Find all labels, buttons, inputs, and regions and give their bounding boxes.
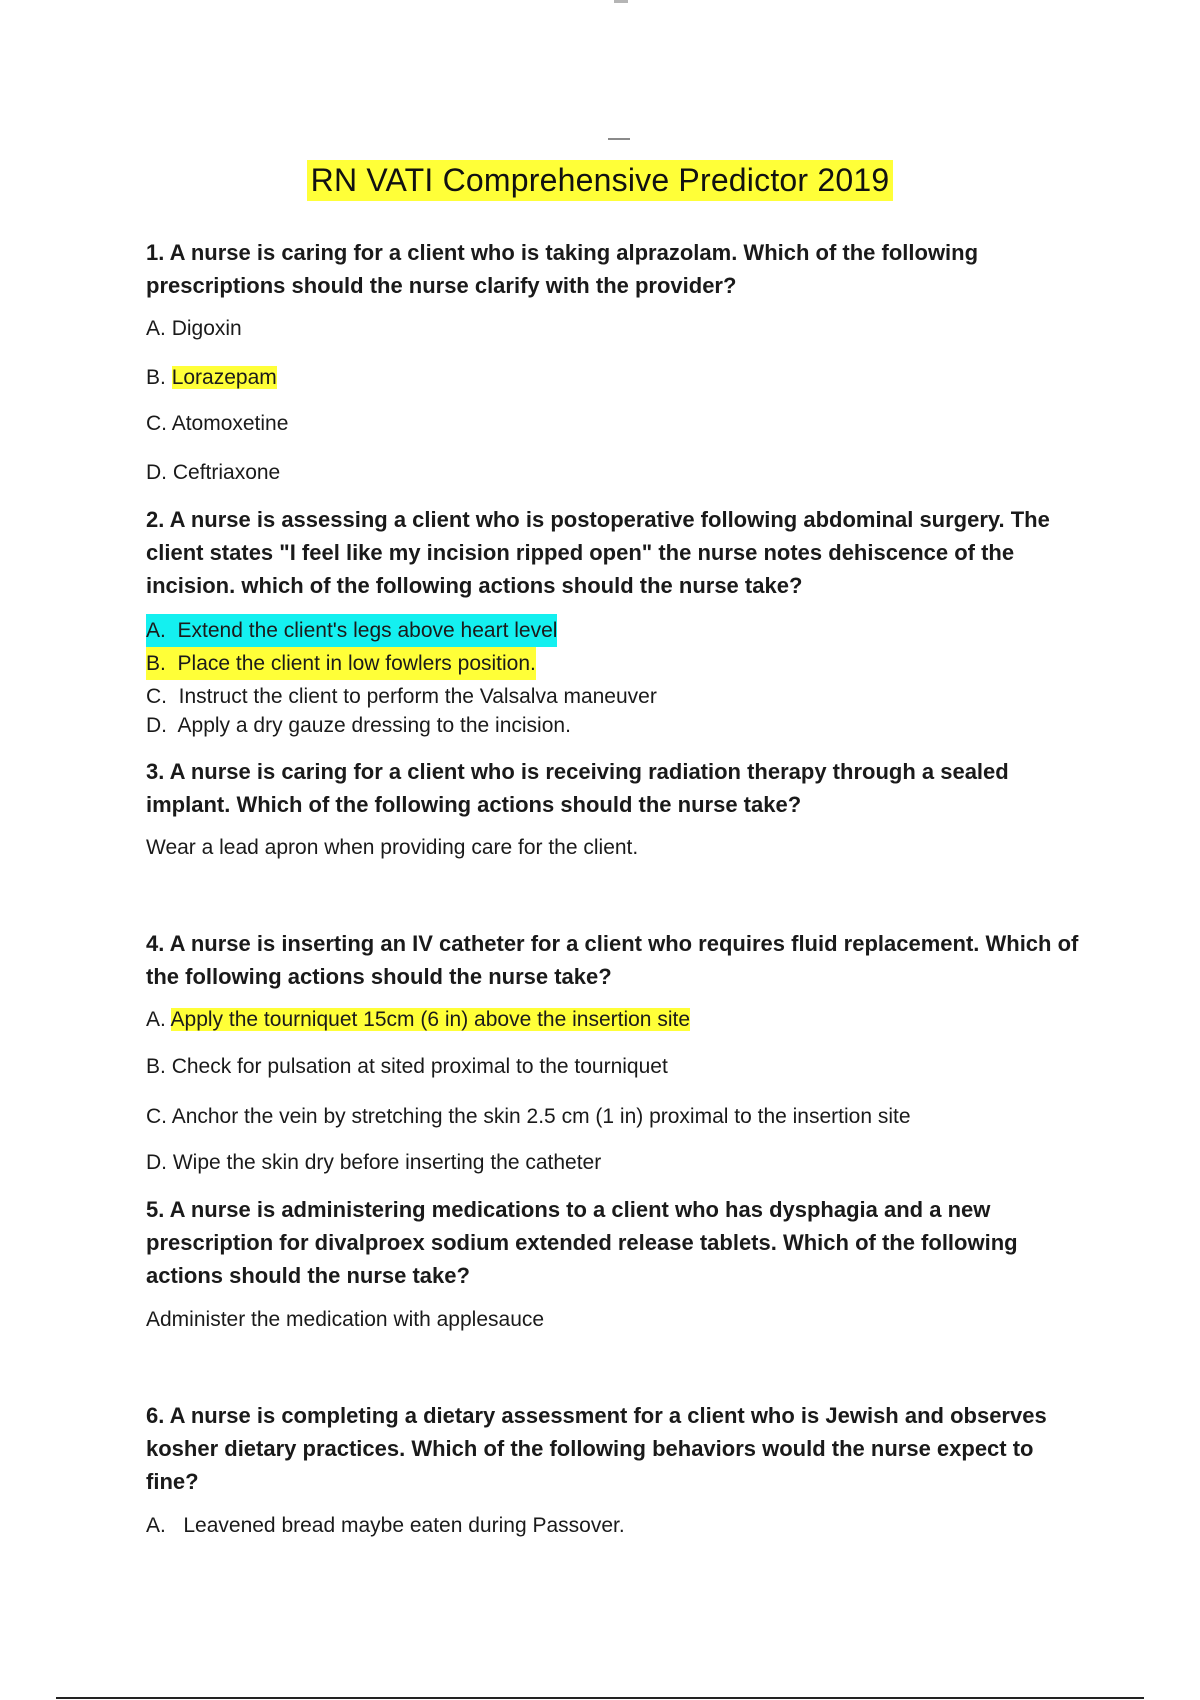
question-number: 1.: [146, 240, 165, 265]
option-letter: B.: [146, 652, 166, 675]
page-title: RN VATI Comprehensive Predictor 2019: [307, 160, 894, 201]
option-text: Extend the client's legs above heart level: [177, 619, 558, 642]
option-text-highlighted: Apply the tourniquet 15cm (6 in) above the insertion site: [170, 1008, 690, 1031]
option-letter: A.: [146, 1008, 166, 1031]
question-4: [146, 927, 1086, 993]
answer-3: Wear a lead apron when providing care for the client.: [146, 836, 639, 859]
option-text: Ceftriaxone: [172, 461, 281, 484]
question-3: [146, 755, 1086, 821]
question-number: 4.: [146, 931, 165, 956]
question-number: 3.: [146, 759, 165, 784]
question-number: 5.: [146, 1197, 165, 1222]
option-4d: [146, 1149, 1086, 1177]
option-1b: [146, 364, 1086, 392]
option-highlighted: [146, 614, 557, 647]
question-text: A nurse is inserting an IV catheter for a client who requires fluid replacement. Which of the following actions should the nurse take?: [146, 931, 1079, 989]
option-2a: [146, 614, 1086, 647]
option-1a: [146, 315, 1086, 343]
option-letter: B.: [146, 366, 166, 389]
option-text: Instruct the client to perform the Valsalva maneuver: [178, 685, 657, 708]
option-4c: [146, 1103, 1086, 1131]
header-dash: [608, 138, 630, 140]
question-6: [146, 1399, 1086, 1498]
question-1: [146, 236, 1086, 302]
option-letter: A.: [146, 619, 166, 642]
option-letter: C.: [146, 1105, 167, 1128]
question-text: A nurse is caring for a client who is taking alprazolam. Which of the following prescriptions should the nurse clarify with the provider?: [146, 240, 979, 298]
option-letter: D.: [146, 461, 167, 484]
question-text: A nurse is assessing a client who is postoperative following abdominal surgery. The client states "I feel like my incision ripped open" the nurse notes dehiscence of the incision. which of the following actions should the nurse take?: [146, 507, 1050, 598]
option-2b: [146, 647, 1086, 680]
document-body: [146, 236, 1086, 1540]
option-4a: [146, 1006, 1086, 1034]
option-text: Check for pulsation at sited proximal to the tourniquet: [171, 1055, 668, 1078]
page-top-mark: [614, 0, 628, 3]
option-1d: [146, 459, 1086, 487]
question-number: 2.: [146, 507, 165, 532]
option-text: Anchor the vein by stretching the skin 2.5 cm (1 in) proximal to the insertion site: [171, 1105, 911, 1128]
option-letter: A.: [146, 1514, 166, 1537]
option-4b: [146, 1053, 1086, 1081]
option-letter: B.: [146, 1055, 166, 1078]
question-text: A nurse is administering medications to a client who has dysphagia and a new prescription for divalproex sodium extended release tablets. Which of the following actions should the nurse take?: [146, 1197, 1018, 1288]
option-text: Place the client in low fowlers position.: [177, 652, 536, 675]
option-letter: D.: [146, 1151, 167, 1174]
option-text: Apply a dry gauze dressing to the incision.: [177, 714, 571, 737]
option-letter: C.: [146, 412, 167, 435]
option-2c: [146, 680, 1086, 713]
answer-5: Administer the medication with applesauce: [146, 1308, 545, 1331]
option-text: Digoxin: [171, 317, 242, 340]
option-6a: [146, 1512, 1086, 1540]
option-text: Wipe the skin dry before inserting the catheter: [172, 1151, 602, 1174]
option-text: Atomoxetine: [171, 412, 289, 435]
option-1c: [146, 410, 1086, 438]
question-2: [146, 503, 1086, 602]
question-text: A nurse is caring for a client who is receiving radiation therapy through a sealed implant. Which of the following actions should the nurse take?: [146, 759, 1009, 817]
option-text-highlighted: Lorazepam: [171, 366, 277, 389]
title-container: [0, 160, 1200, 201]
page-bottom-rule: [56, 1697, 1144, 1699]
question-text: A nurse is completing a dietary assessment for a client who is Jewish and observes kosher dietary practices. Which of the following behaviors would the nurse expect to fine?: [146, 1403, 1047, 1494]
option-highlighted: [146, 647, 536, 680]
question-number: 6.: [146, 1403, 165, 1428]
option-letter: A.: [146, 317, 166, 340]
option-text: Leavened bread maybe eaten during Passover.: [183, 1514, 625, 1537]
option-2d: [146, 713, 1086, 739]
option-letter: C.: [146, 685, 167, 708]
question-5: [146, 1193, 1086, 1292]
option-letter: D.: [146, 714, 167, 737]
